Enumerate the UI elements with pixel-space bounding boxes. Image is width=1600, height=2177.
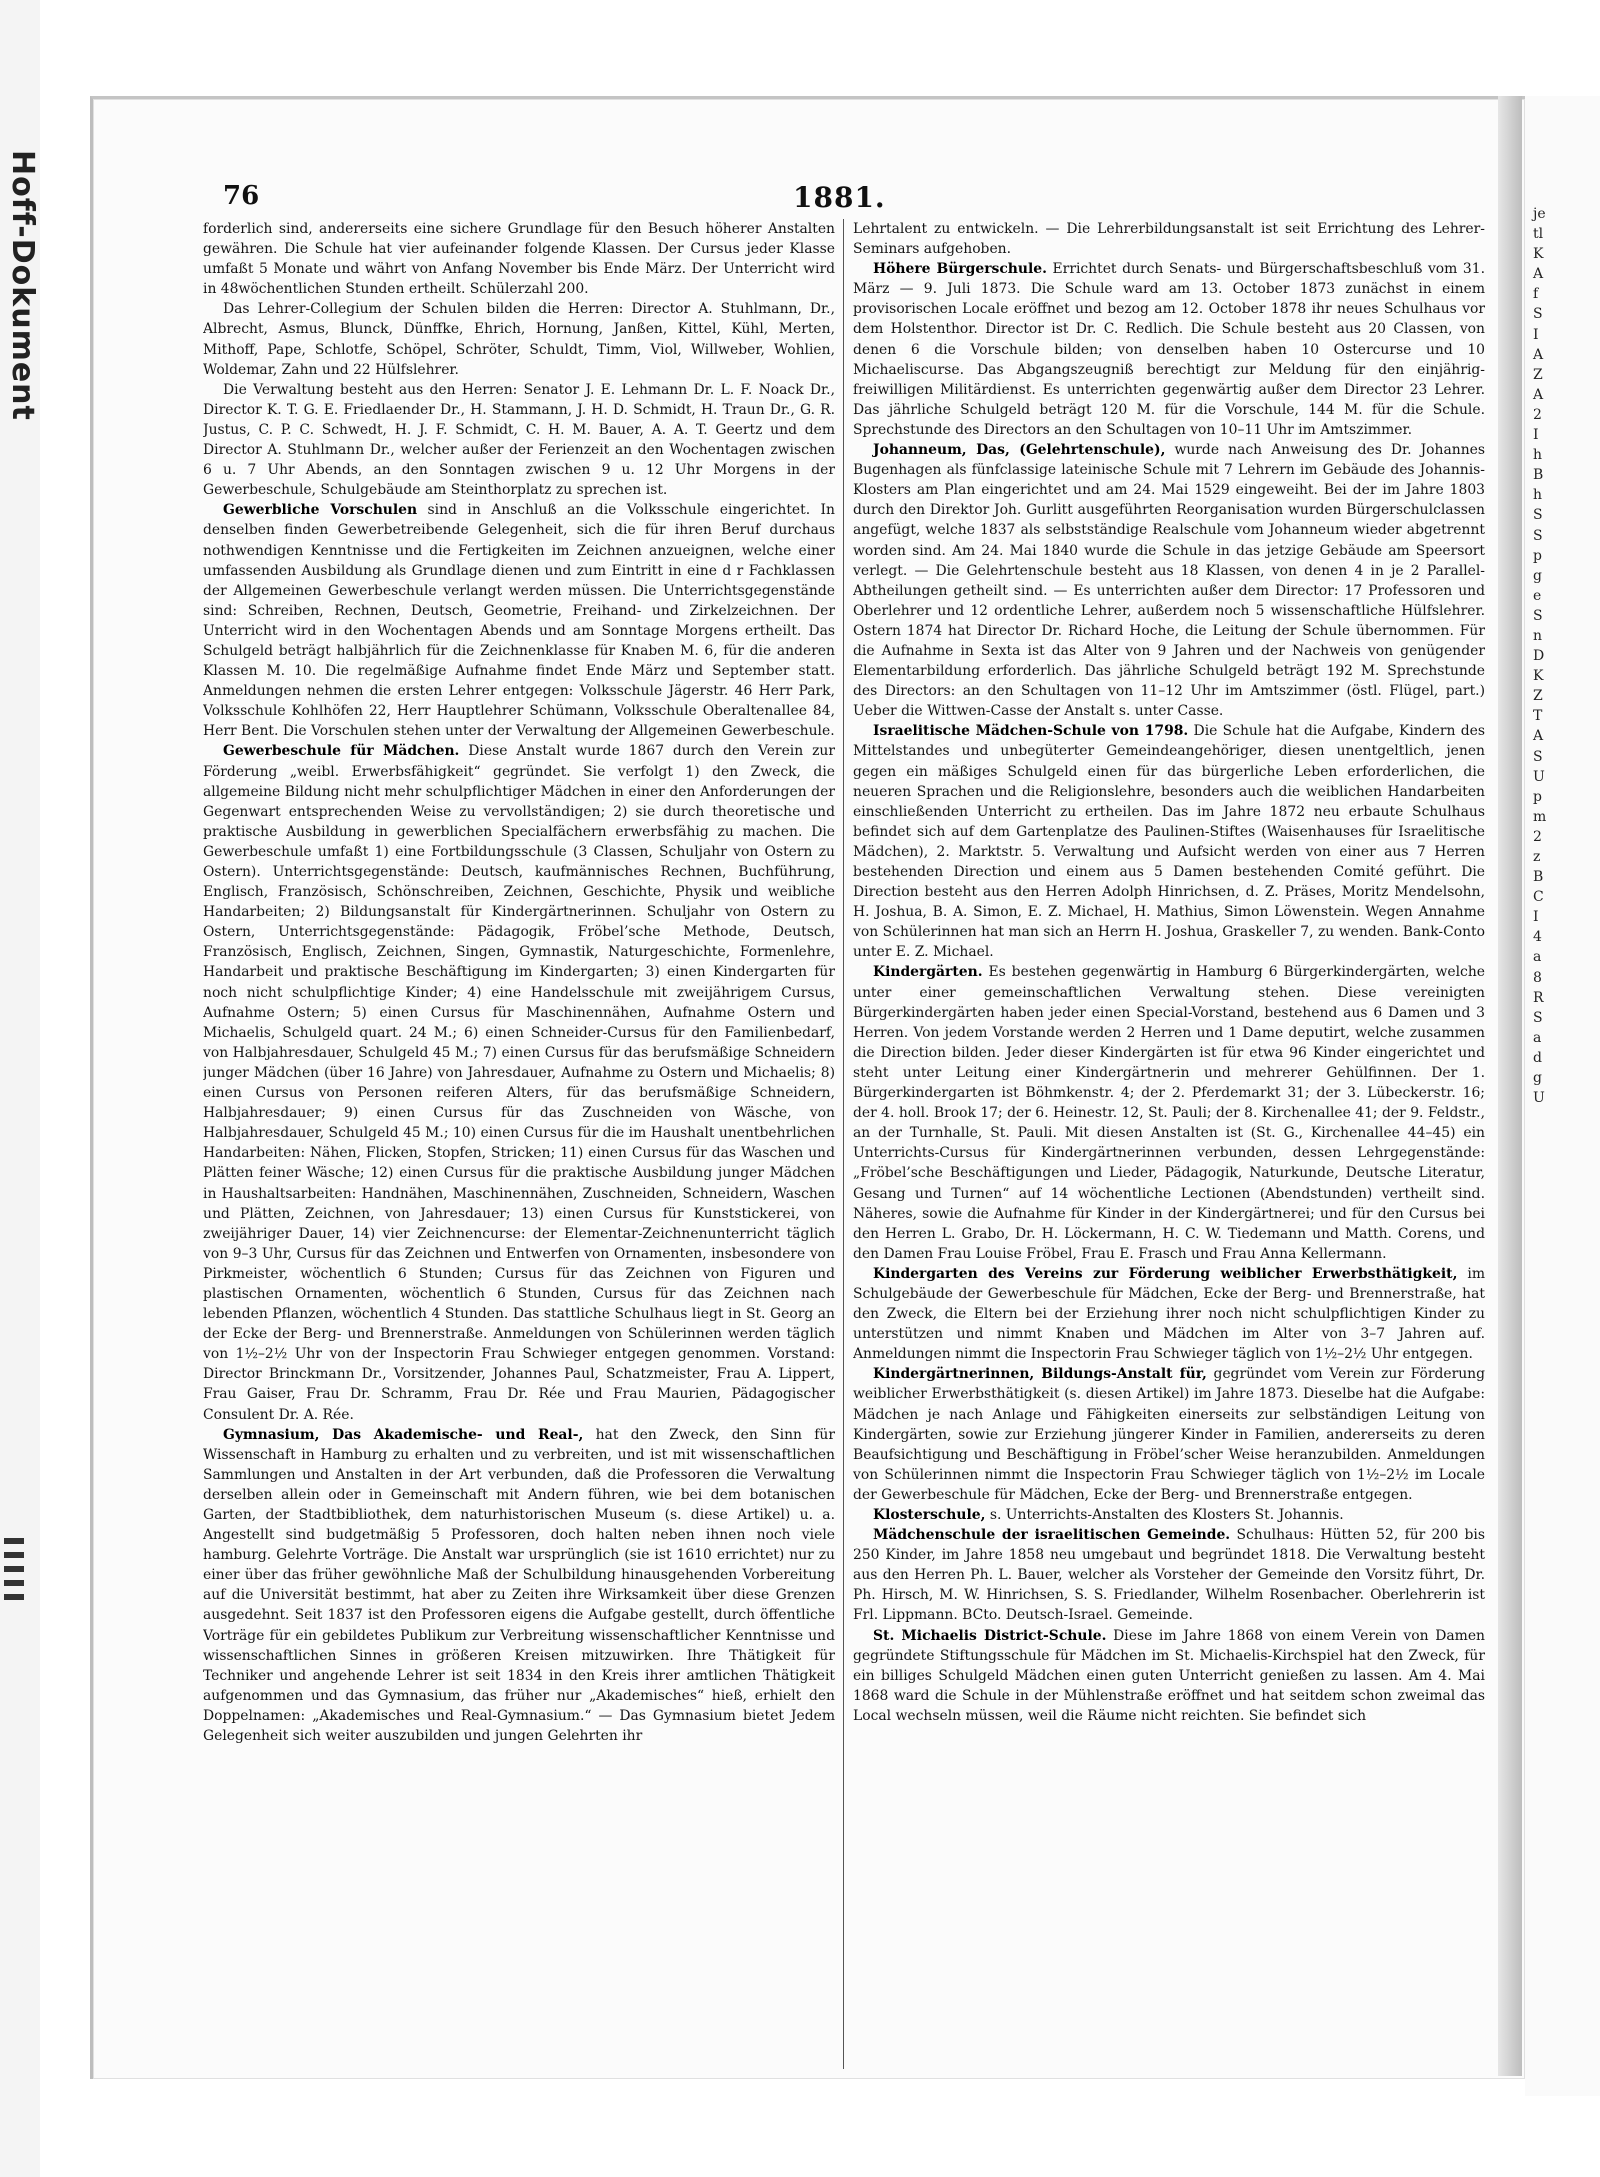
entry-heading: Johanneum, Das, (Gelehrtenschule), (873, 442, 1166, 459)
entry-heading: Gewerbliche Vorschulen (223, 502, 418, 519)
entry-paragraph (853, 219, 1485, 259)
next-page-fragment: p (1533, 788, 1542, 805)
next-page-fragment: 2 (1533, 406, 1542, 423)
next-page-fragment: n (1533, 627, 1543, 644)
entry-body: forderlich sind, andererseits eine sichere Grundlage für den Besuch höherer Anstalten gewähren. Die Schule hat vier aufeinander folgende Klassen. Der Cursus jeder Klasse umfaßt 5 Monate und währt von Anfang November bis Ende März. Der Unterricht wird in 48wöchentlichen Stunden ertheilt. Schülerzahl 200. (203, 221, 835, 298)
entry-paragraph (203, 299, 835, 379)
entry-heading: Höhere Bürgerschule. (873, 261, 1047, 278)
entry-paragraph (203, 741, 835, 1424)
entry-paragraph (853, 1505, 1485, 1525)
entry-heading: Gewerbeschule für Mädchen. (223, 743, 460, 760)
entry-body: Lehrtalent zu entwickeln. — Die Lehrerbildungsanstalt ist seit Errichtung des Lehrer-Seminars aufgehoben. (853, 221, 1485, 258)
next-page-fragment: z (1533, 849, 1541, 865)
bound-edge-mark (4, 1530, 24, 1600)
next-page-fragment: a (1533, 949, 1542, 966)
entry-heading: Kindergarten des Vereins zur Förderung weiblicher Erwerbsthätigkeit, (873, 1265, 1458, 1282)
next-page-fragment: T (1533, 708, 1543, 725)
entry-body: Diese im Jahre 1868 von einem Verein von Damen gegründete Stiftungsschule für Mädchen im St. Michaelis-Kirchspiel hat den Zweck, für ein billiges Schulgeld Mädchen einen guten Unterricht genießen zu lassen. Am 4. Mai 1868 ward die Schule in der Mühlenstraße eröffnet und hat seitdem schon zweimal das Local wechseln müssen, weil die Räume nicht reichten. Sie befindet sich (853, 1627, 1485, 1724)
next-page-fragment: U (1533, 768, 1545, 785)
next-page-fragment: U (1533, 1090, 1545, 1107)
next-page-fragment: tl (1533, 226, 1544, 243)
next-page-fragment: I (1533, 326, 1539, 343)
column-rule (843, 219, 844, 2069)
entry-body: s. Unterrichts-Anstalten des Klosters St. Johannis. (985, 1507, 1344, 1523)
text-columns (203, 219, 1503, 2069)
entry-body: Es bestehen gegenwärtig in Hamburg 6 Bürgerkindergärten, welche unter einer gemeinschaftlichen Verwaltung stehen. Diese vereinigten Bürgerkindergärten haben jeder einen Special-Vorstand, bestehend aus 6 Damen und 3 Herren. Von jedem Vorstande werden 2 Herren und 1 Dame deputirt, welche zusammen die Direction bilden. Jeder dieser Kindergärten ist für etwa 96 Kinder eingerichtet und steht unter Leitung einer Kindergärtnerin und mehrerer Gehülfinnen. Der 1. Bürgerkindergarten ist Böhmkenstr. 4; der 2. Pferdemarkt 31; der 3. Lübeckerstr. 16; der 4. holl. Brook 17; der 6. Heinestr. 12, St. Pauli; der 8. Kirchenallee 41; der 9. Feldstr., an der Turnhalle, St. Pauli. Mit diesen Anstalten ist (St. G., Kirchenallee 44–45) ein Unterrichts-Cursus für Kindergärtnerinnen verbunden, dessen Lehrgegenstände: „Fröbel’sche Beschäftigungen und Lieder, Pädagogik, Naturkunde, Deutsche Literatur, Gesang und Turnen“ auf 14 wöchentliche Lectionen (Abendstunden) vertheilt sind. Näheres, sowie die Aufnahme für Kinder in der Kindergärtnerei; und für den Cursus bei den Herren L. Grabo, Dr. H. Löckermann, H. C. W. Tiedemann und Matth. Corens, und den Damen Frau Louise Fröbel, Frau E. Frasch und Frau Anna Kellermann. (853, 964, 1485, 1262)
next-page-fragment: g (1533, 567, 1542, 584)
next-page-fragment: B (1533, 467, 1544, 484)
entry-paragraph (203, 219, 835, 299)
next-page-fragment: Z (1533, 366, 1543, 383)
entry-heading: Klosterschule, (873, 1507, 986, 1523)
entry-heading: Israelitische Mädchen-Schule von 1798. (873, 723, 1189, 740)
next-page-fragments (1525, 204, 1546, 1108)
entry-paragraph (853, 1364, 1485, 1505)
next-page-fragment: S (1533, 306, 1543, 323)
next-page-fragment: R (1533, 989, 1544, 1006)
left-column (203, 219, 835, 2069)
next-page-fragment: 8 (1533, 969, 1542, 986)
bound-edge (0, 0, 40, 2177)
entry-body: Schulhaus: Hütten 52, für 200 bis 250 Kinder, im Jahre 1858 neu umgebaut und begründet 1818. Die Verwaltung besteht aus den Herren Ph. L. Bauer, welcher als Vorsteher der Gemeinde den Vorsitz führt, Dr. Ph. Hirsch, M. W. Hinrichsen, S. S. Friedlander, Wilhelm Rosenbacher. Oberlehrerin ist Frl. Lippmann. BCto. Deutsch-Israel. Gemeinde. (853, 1527, 1485, 1624)
right-column (853, 219, 1485, 2069)
next-page-fragment: h (1533, 447, 1543, 464)
next-page-fragment: 2 (1533, 828, 1542, 845)
next-page-fragment: 4 (1533, 929, 1542, 946)
entry-body: gegründet vom Verein zur Förderung weiblicher Erwerbsthätigkeit (s. diesen Artikel) im Jahre 1873. Dieselbe hat die Aufgabe: Mädchen je nach Anlage und Fähigkeiten einerseits zur selbständigen Leitung von Kindergärten, sowie zur Erziehung jüngerer Kinder in Familien, andererseits zu deren Beaufsichtigung und Beschäftigung in Fröbel’scher Weise heranzubilden. Anmeldungen von Schülerinnen nimmt die Inspectorin Frau Schwieger täglich von 1½–2½ im Locale der Gewerbeschule für Mädchen, Ecke der Berg- und Brennerstraße entgegen. (853, 1366, 1485, 1503)
entry-heading: St. Michaelis District-Schule. (873, 1627, 1107, 1644)
next-page-fragment: S (1533, 527, 1543, 544)
next-page-fragment: g (1533, 1070, 1542, 1087)
entry-heading: Kindergärtnerinnen, Bildungs-Anstalt für, (873, 1366, 1207, 1383)
page-shadow (1498, 96, 1522, 2076)
next-page-fragment: I (1533, 909, 1539, 926)
next-page-fragment: A (1533, 266, 1544, 283)
next-page-fragment: je (1533, 206, 1546, 222)
entry-body: Diese Anstalt wurde 1867 durch den Verein zur Förderung „weibl. Erwerbsfähigkeit“ gegründet. Sie verfolgt 1) den Zweck, die allgemeine Bildung nicht mehr schulpflichtiger Mädchen in einer den Anforderungen der Gegenwart entsprechenden Weise zu vervollständigen; 2) sie durch theoretische und praktische Ausbildung in gewerblichen Specialfächern erwerbsfähig zu machen. Die Gewerbeschule umfaßt 1) eine Fortbildungsschule (3 Classen, Schuljahr von Ostern zu Ostern). Unterrichtsgegenstände: Deutsch, kaufmännisches Rechnen, Buchführung, Englisch, Französisch, Schönschreiben, Zeichnen, Geschichte, Physik und weibliche Handarbeiten; 2) Bildungsanstalt für Kindergärtnerinnen. Schuljahr von Ostern zu Ostern, Unterrichtsgegenstände: Pädagogik, Fröbel’sche Methode, Deutsch, Französisch, Englisch, Zeichnen, Singen, Gymnastik, Naturgeschichte, Formenlehre, Handarbeit und praktische Beschäftigung im Kindergarten; 3) einen Kindergarten für noch nicht schulpflichtige Kinder; 4) eine Handelsschule mit zweijährigem Cursus, Aufnahme Ostern; 5) einen Cursus für Maschinennähen, Aufnahme Ostern und Michaelis, Schulgeld quart. 24 M.; 6) einen Schneider-Cursus für den Familienbedarf, von Halbjahresdauer, Schulgeld 45 M.; 7) einen Cursus für das berufsmäßige Schneidern junger Mädchen (über 16 Jahre) von Jahresdauer, Aufnahme zu Ostern und Michaelis; 8) einen Cursus von Personen reiferen Alters, für das berufsmäßige Schneidern, Halbjahresdauer; 9) einen Cursus für das Zuschneiden von Wäsche, von Halbjahresdauer, Schulgeld 45 M.; 10) einen Cursus für die im Haushalt unentbehrlichen Handarbeiten: Nähen, Flicken, Stopfen, Stricken; 11) einen Cursus für das Waschen und Plätten feiner Wäsche; 12) einen Cursus für die praktische Ausbildung junger Mädchen in Haushaltsarbeiten: Handnähen, Maschinennähen, Zuschneiden, Schneidern, Waschen und Plätten, Zeichnen, von Jahresdauer; 13) einen Cursus für Kunststickerei, von zweijähriger Dauer, 14) vier Zeichnencurse: der Elementar-Zeichnenunterricht täglich von 9–3 Uhr, Cursus für das Zeichnen und Entwerfen von Ornamenten, insbesondere von Pirkmeister, wöchentlich 6 Stunden; Cursus für das Zeichnen von Figuren und plastischen Ornamenten, wöchentlich 6 Stunden, Cursus für das Zeichnen nach lebenden Pflanzen, wöchentlich 4 Stunden. Das stattliche Schulhaus liegt in St. Georg an der Ecke der Berg- und Brennerstraße. Anmeldungen von Schülerinnen werden täglich von 1½–2½ Uhr von der Inspectorin Frau Schwieger entgegen genommen. Vorstand: Director Brinckmann Dr., Vorsitzender, Johannes Paul, Schatzmeister, Frau A. Lippert, Frau Gaiser, Frau Dr. Schramm, Frau Dr. Rée und Frau Maurien, Pädagogischer Consulent Dr. A. Rée. (203, 743, 835, 1423)
next-page-fragment: A (1533, 386, 1544, 403)
entry-paragraph (853, 962, 1485, 1263)
entry-heading: Kindergärten. (873, 964, 983, 981)
entry-paragraph (853, 259, 1485, 440)
next-page-fragment: a (1533, 1029, 1542, 1046)
next-page-fragment: C (1533, 889, 1544, 906)
page-number: 76 (223, 181, 260, 211)
next-page-edge (1525, 96, 1600, 2096)
next-page-fragment: A (1533, 728, 1544, 745)
entry-paragraph (853, 1626, 1485, 1726)
entry-body: im Schulgebäude der Gewerbeschule für Mädchen, Ecke der Berg- und Brennerstraße, hat den Zweck, die Eltern bei der Erziehung ihrer noch nicht schulpflichtigen Kinder zu unterstützen und nimmt Knaben und Mädchen im Alter von 3–7 Jahren auf. Anmeldungen nimmt die Inspectorin Frau Schwieger täglich von 1½–2½ Uhr entgegen. (853, 1265, 1485, 1363)
page-year: 1881. (793, 181, 886, 214)
entry-paragraph (853, 1525, 1485, 1625)
next-page-fragment: h (1533, 487, 1543, 504)
entry-heading: Mädchenschule der israelitischen Gemeinde. (873, 1527, 1231, 1544)
next-page-fragment: d (1533, 1049, 1542, 1066)
page-sheet (90, 96, 1525, 2079)
next-page-fragment: D (1533, 648, 1545, 665)
next-page-fragment: S (1533, 607, 1543, 624)
next-page-fragment: K (1533, 668, 1544, 685)
next-page-fragment: B (1533, 869, 1544, 886)
entry-body: hat den Zweck, den Sinn für Wissenschaft in Hamburg zu erhalten und zu verbreiten, und ist mit wissenschaftlichen Sammlungen und Anstalten in der Art verbunden, daß die Professoren die Verwaltung derselben allein oder in Gemeinschaft mit Andern führen, wie bei dem botanischen Garten, der Stadtbibliothek, dem naturhistorischen Museum (s. diese Artikel) u. a. Angestellt sind budgetmäßig 5 Professoren, doch halten neben ihnen noch viele hamburg. Gelehrte Vorträge. Die Anstalt war ursprünglich (sie ist 1610 errichtet) nur zu einer über das früher gewöhnliche Maß der Schulbildung hinausgehenden Vorbereitung auf die Universität bestimmt, hat aber zu Zeiten ihre Wirksamkeit über diese Grenzen ausgedehnt. Seit 1837 ist den Professoren eigens die Aufgabe gestellt, durch öffentliche Vorträge für ein gebildetes Publikum zur Verbreitung wissenschaftlicher Kenntnisse und wissenschaftlichen Sinnes in größeren Kreisen mitzuwirken. Ihre Thätigkeit für Techniker und angehende Lehrer ist seit 1834 in den Kreis ihrer amtlichen Thätigkeit aufgenommen und das Gymnasium, das früher nur „Akademisches“ hieß, erhielt den Doppelnamen: „Akademisches und Real-Gymnasium.“ — Das Gymnasium bietet Jedem Gelegenheit sich weiter auszubilden und jungen Gelehrten ihr (203, 1426, 835, 1745)
entry-body: Errichtet durch Senats- und Bürgerschaftsbeschluß vom 31. März — 9. Juli 1873. Die Schule ward am 13. October 1873 zunächst in einem provisorischen Locale eröffnet und bezog am 12. October 1878 ihr neues Schulhaus vor dem Holstenthor. Director ist Dr. C. Redlich. Die Schule besteht aus 20 Classen, von denen 6 die Vorschule bilden; von denselben haben 10 Ostercurse und 10 Michaeliscurse. Das Abgangszeugniß berechtigt zur Meldung für den einjährig-freiwilligen Militärdienst. Es unterrichten gegenwärtig außer dem Director 23 Lehrer. Das jährliche Schulgeld beträgt 120 M. für die Vorschule, 144 M. für die Schule. Sprechstunde des Directors an den Schultagen von 10–11 Uhr im Amtszimmer. (853, 261, 1485, 438)
next-page-fragment: e (1533, 587, 1542, 604)
entry-body: Die Verwaltung besteht aus den Herren: Senator J. E. Lehmann Dr. L. F. Noack Dr., Director K. T. G. E. Friedlaender Dr., H. Stammann, J. H. D. Schmidt, H. Traun Dr., G. R. Justus, C. P. C. Schwedt, H. J. F. Schmidt, C. H. M. Bauer, A. A. T. Geertz und dem Director A. Stuhlmann Dr., welcher außer der Ferienzeit an den Wochentagen zwischen 6 u. 7 Uhr Abends, an den Sonntagen zwischen 9 u. 12 Uhr Morgens in der Gewerbeschule, Schulgebäude am Steinthorplatz zu sprechen ist. (203, 381, 835, 499)
next-page-fragment: A (1533, 346, 1544, 363)
next-page-fragment: p (1533, 547, 1542, 564)
entry-body: sind in Anschluß an die Volksschule eingerichtet. In denselben finden Gewerbetreibende Gelegenheit, sich die für ihren Beruf durchaus nothwendigen Kenntnisse und die Fertigkeiten im Zeichnen anzueignen, welche einer umfassenden Ausbildung als Grundlage dienen und zum Eintritt in eine d r Fachklassen der Allgemeinen Gewerbeschule verlangt werden müssen. Die Unterrichtsgegenstände sind: Schreiben, Rechnen, Deutsch, Geometrie, Freihand- und Zirkelzeichnen. Der Unterricht wird in den Wochentagen Abends und am Sonntage Morgens ertheilt. Das Schulgeld beträgt halbjährlich für die Zeichnenklasse für Knaben M. 6, für die anderen Klassen M. 10. Die regelmäßige Aufnahme findet Ende März und September statt. Anmeldungen nehmen die ersten Lehrer entgegen: Volksschule Jägerstr. 46 Herr Park, Volksschule Kohlhöfen 22, Herr Hauptlehrer Schümann, Volksschule Oberaltenallee 84, Herr Bent. Die Vorschulen stehen unter der Verwaltung der Allgemeinen Gewerbeschule. (203, 502, 835, 740)
next-page-fragment: S (1533, 1009, 1543, 1026)
next-page-fragment: S (1533, 748, 1543, 765)
entry-body: Das Lehrer-Collegium der Schulen bilden die Herren: Director A. Stuhlmann, Dr., Albrecht, Asmus, Blunck, Dünffke, Ehrich, Hornung, Janßen, Kittel, Kühl, Merten, Mithoff, Pape, Schlotfe, Schöpel, Schröter, Schuldt, Timm, Viol, Willweber, Wohlien, Woldemar, Zahn und 22 Hülfslehrer. (203, 301, 835, 378)
next-page-fragment: f (1533, 286, 1539, 303)
running-head (143, 181, 1503, 221)
next-page-fragment: I (1533, 427, 1539, 444)
entry-paragraph (853, 721, 1485, 962)
next-page-fragment: m (1533, 808, 1547, 825)
entry-paragraph (203, 380, 835, 501)
entry-paragraph (203, 1425, 835, 1747)
next-page-fragment: K (1533, 246, 1544, 263)
next-page-fragment: S (1533, 507, 1543, 524)
entry-paragraph (853, 1264, 1485, 1364)
bound-edge-text: Hoff-Dokument (5, 150, 40, 421)
next-page-fragment: Z (1533, 688, 1543, 705)
entry-paragraph (853, 440, 1485, 721)
entry-heading: Gymnasium, Das Akademische- und Real-, (223, 1426, 584, 1443)
entry-body: Die Schule hat die Aufgabe, Kindern des Mittelstandes und unbegüterter Gemeindeangehöriger, diesen unentgeltlich, jenen gegen ein mäßiges Schulgeld einen für das bürgerliche Leben erforderlichen, die neueren Sprachen und die Religionslehre, besonders auch die weiblichen Handarbeiten einschließenden Unterricht zu ertheilen. Das im Jahre 1872 neu erbaute Schulhaus befindet sich auf dem Gartenplatze des Paulinen-Stiftes (Waisenhauses für Israelitische Mädchen), 2. Marktstr. 5. Verwaltung und Aufsicht werden von einer aus 7 Herren bestehenden Direction und einem aus 5 Damen bestehenden Comité geführt. Die Direction besteht aus den Herren Adolph Hinrichsen, d. Z. Präses, Moritz Mendelsohn, H. Joshua, B. A. Simon, E. Z. Michael, H. Mathius, Simon Löwenstein. Wegen Annahme von Schülerinnen hat man sich an Herrn H. Joshua, Graskeller 7, zu wenden. Bank-Conto unter E. Z. Michael. (853, 723, 1485, 961)
page-body (143, 181, 1503, 2071)
entry-body: wurde nach Anweisung des Dr. Johannes Bugenhagen als fünfclassige lateinische Schule mit 7 Lehrern im Gebäude des Johannis-Klosters am Plan eingerichtet und am 24. Mai 1529 eingeweiht. Bei der im Jahre 1803 durch den Direktor Joh. Gurlitt ausgeführten Reorganisation wurden Bürgerschulclassen angefügt, welche 1837 als selbstständige Realschule vom Johanneum wieder abgetrennt worden sind. Am 24. Mai 1840 wurde die Schule in das jetzige Gebäude am Speersort verlegt. — Die Gelehrtenschule besteht aus 18 Klassen, von denen 4 in je 2 Parallel-Abtheilungen getheilt sind. — Es unterrichten außer dem Director: 17 Professoren und Oberlehrer und 12 ordentliche Lehrer, außerdem noch 5 wissenschaftliche Hülfslehrer. Ostern 1874 hat Director Dr. Richard Hoche, die Leitung der Schule übernommen. Für die Aufnahme in Sexta ist das Alter von 9 Jahren und der Nachweis von genügender Elementarbildung erforderlich. Das jährliche Schulgeld beträgt 192 M. Sprechstunde des Directors: an den Schultagen von 11–12 Uhr im Amtszimmer (östl. Flügel, part.) Ueber die Wittwen-Casse der Anstalt s. unter Casse. (853, 442, 1485, 720)
entry-paragraph (203, 500, 835, 741)
